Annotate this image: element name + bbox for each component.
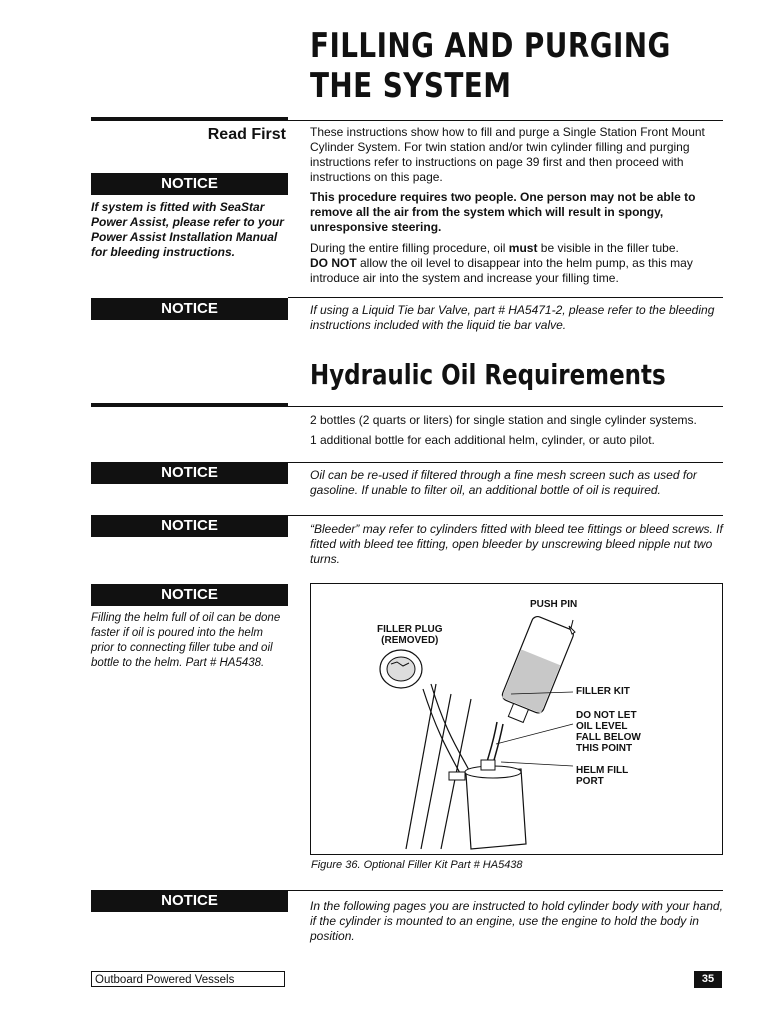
callout-push-pin: PUSH PIN <box>530 599 578 610</box>
rule-notice-cylinder <box>288 890 723 891</box>
intro-text-b: be visible in the filler tube. <box>537 241 679 255</box>
page-number: 35 <box>694 971 722 988</box>
oil-requirements <box>310 413 730 448</box>
callout-filler-plug-line2: (REMOVED) <box>381 635 439 646</box>
notice-text-power-assist: If system is fitted with SeaStar Power Assist, please refer to your Power Assist Installation Manual for bleeding instructions. <box>91 200 284 259</box>
callout-helm-fill-2: PORT <box>576 776 604 787</box>
notice-text-helm-fill: Filling the helm full of oil can be done faster if oil is poured into the helm prior to connecting filler tube and oil bottle to the helm. Part # HA5438. <box>91 612 281 669</box>
notice-badge-filter: NOTICE <box>91 462 288 484</box>
intro-paragraph: These instructions show how to fill and purge a Single Station Front Mount Cylinder System. For twin station and/or twin cylinder filling and purging instructions refer to instructions on page 39 first and then proceed with instructions on this page. <box>310 125 705 184</box>
intro-paragraph-oil <box>310 241 730 286</box>
callout-do-not-let-2: OIL LEVEL <box>576 721 628 732</box>
notice-badge-helm-fill: NOTICE <box>91 584 288 606</box>
callout-do-not-let-4: THIS POINT <box>576 743 633 754</box>
oil-requirement-2: 1 additional bottle for each additional helm, cylinder, or auto pilot. <box>310 433 655 447</box>
notice-text-cylinder: In the following pages you are instructed to hold cylinder body with your hand, if the cylinder is mounted to an engine, use the engine to hold the body in position. <box>310 899 723 943</box>
rule-notice-filter <box>288 462 723 463</box>
callout-helm-fill-1: HELM FILL <box>576 765 629 776</box>
page-title-line1: FILLING AND PURGING <box>310 26 671 66</box>
callout-filler-plug <box>377 624 443 646</box>
intro-text-a: During the entire filling procedure, oil <box>310 241 509 255</box>
intro-text <box>310 125 730 286</box>
notice-text-bleeder: “Bleeder” may refer to cylinders fitted with bleed tee fittings or bleed screws. If fitted with bleed tee fitting, open bleeder by unscrewing bleed nipple nut two turns. <box>310 522 723 566</box>
notice-badge-cylinder: NOTICE <box>91 890 288 912</box>
notice-badge-power-assist: NOTICE <box>91 173 288 195</box>
read-first-heading: Read First <box>207 126 286 143</box>
filler-kit-illustration <box>311 584 722 854</box>
rule-notice-bleeder <box>288 515 723 516</box>
callout-filler-kit: FILLER KIT <box>576 686 630 697</box>
callout-do-not-let-3: FALL BELOW <box>576 732 641 743</box>
notice-badge-tie-bar: NOTICE <box>91 298 288 320</box>
section-title-hydraulic-oil: Hydraulic Oil Requirements <box>310 358 666 391</box>
intro-must: must <box>508 241 538 255</box>
figure-filler-kit <box>310 583 723 855</box>
left-rule-top <box>91 117 288 121</box>
callout-helm-fill-port <box>576 765 628 787</box>
oil-requirement-1: 2 bottles (2 quarts or liters) for single station and single cylinder systems. <box>310 413 697 427</box>
notice-badge-bleeder: NOTICE <box>91 515 288 537</box>
notice-text-tie-bar: If using a Liquid Tie bar Valve, part # HA5471-2, please refer to the bleeding instructions included with the liquid tie bar valve. <box>310 303 715 332</box>
figure-caption: Figure 36. Optional Filler Kit Part # HA5438 <box>311 859 523 871</box>
notice-text-filter: Oil can be re-used if filtered through a fine mesh screen such as used for gasoline. If unable to filter oil, an additional bottle of oil is required. <box>310 468 697 497</box>
page-title <box>310 26 671 106</box>
left-rule-section <box>91 403 288 407</box>
right-rule-section <box>288 406 723 407</box>
intro-warning: This procedure requires two people. One person may not be able to remove all the air from the system which will result in spongy, unresponsive steering. <box>310 190 696 234</box>
callout-filler-plug-line1: FILLER PLUG <box>377 624 443 635</box>
intro-text-c: allow the oil level to disappear into the helm pump, as this may introduce air into the system and increase your filling time. <box>310 256 693 285</box>
page-title-line2: THE SYSTEM <box>310 66 512 106</box>
right-rule-top <box>288 120 723 121</box>
rule-notice-tie-bar <box>288 297 723 298</box>
callout-do-not-let-1: DO NOT LET <box>576 710 637 721</box>
intro-do-not: DO NOT <box>310 256 357 270</box>
footer-section-label: Outboard Powered Vessels <box>91 971 285 987</box>
callout-do-not-let <box>576 710 641 754</box>
